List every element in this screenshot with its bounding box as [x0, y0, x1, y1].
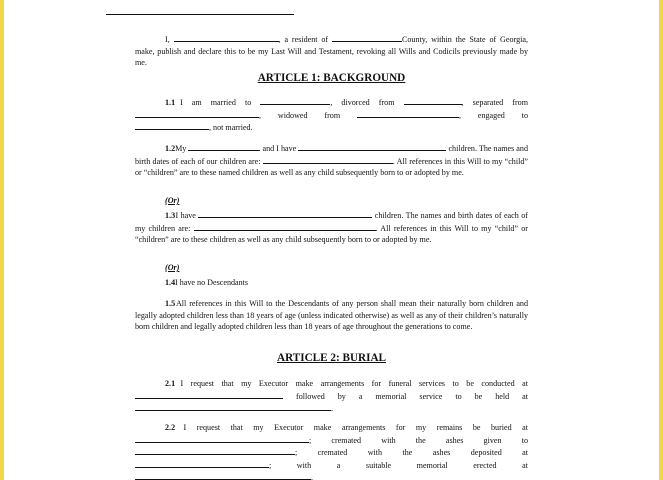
intro-text-1: I,	[165, 35, 170, 44]
ashes-deposited-blank[interactable]	[135, 459, 269, 468]
s1-3-text-1: I have	[175, 211, 196, 220]
section-2-2: 2.2 I request that my Executor make arrangements for my remains be buried at ; cremated with the ashes given to ; cremated with the ashes deposited at ; with a suitable memorial erected at .	[135, 422, 528, 480]
section-1-3	[135, 209, 528, 246]
children-count-blank[interactable]	[198, 209, 372, 218]
child-count-blank[interactable]	[298, 142, 446, 151]
widowed-from-blank[interactable]	[357, 109, 459, 118]
name-blank[interactable]	[174, 33, 279, 42]
section-number: 1.1	[165, 98, 176, 107]
section-number: 1.4	[165, 278, 176, 287]
spouse-blank[interactable]	[188, 142, 260, 151]
section-1-4	[135, 277, 528, 289]
s1-5-text: All references in this Will to the Descendants of any person shall mean their naturally born children and legally adopted children less than 18 years of age (unless indicated otherwise) as well as any of their children’s naturally born children and legally adopted children less than 18 years of age throughout the generations to come.	[135, 299, 529, 332]
s1-2-text-4: The names and birth dates of each of our children are:	[135, 144, 528, 166]
burial-location-blank[interactable]	[135, 434, 309, 443]
s2-2-text-1: I request that my Executor make arrangements for my remains be buried at	[183, 423, 528, 432]
s1-3-text-3: . All references in this Will to my “child” or “children” are to these children as well as any child subsequently born to or adopted by me.	[135, 223, 528, 245]
section-1-5	[135, 298, 528, 333]
top-rule	[106, 14, 294, 15]
s1-1-text-2: , divorced from	[330, 98, 395, 107]
s1-3-text-2: children. The names and birth dates of each of my children are:	[135, 211, 528, 233]
children-list-blank[interactable]	[194, 222, 376, 231]
intro-text-2: , a resident of	[278, 35, 329, 44]
section-number: 1.3	[165, 211, 176, 220]
section-1-2	[135, 142, 528, 179]
s2-1-text-1: I request that my Executor make arrangements for funeral services to be conducted at	[180, 379, 528, 388]
s1-1-text-1: I am married to	[180, 98, 252, 107]
s2-2-text-3: ; cremated with the ashes deposited at	[295, 448, 528, 458]
article-1-heading: ARTICLE 1: BACKGROUND	[257, 72, 406, 84]
section-number: 1.5	[165, 299, 176, 308]
s1-2-text-2: and I have	[262, 144, 297, 153]
s2-2-text-4: ; with a suitable memorial erected at	[269, 460, 528, 470]
separated-from-blank[interactable]	[135, 109, 259, 118]
county-blank[interactable]	[332, 33, 402, 42]
intro-text-3: County, within the State of Georgia, make, publish and declare this to be my Last Will and Testament, revoking all Wills and Codicils previously made by me.	[135, 35, 528, 68]
married-to-blank[interactable]	[260, 96, 330, 105]
s1-1-text-5: , engaged to	[459, 110, 528, 120]
intro-paragraph	[135, 33, 528, 69]
children-names-blank[interactable]	[263, 155, 393, 164]
section-number: 2.2	[165, 423, 176, 432]
s1-1-text-3: , separated from	[461, 98, 528, 107]
funeral-location-blank[interactable]	[135, 390, 283, 399]
engaged-to-blank[interactable]	[135, 121, 209, 130]
or-label-1: (Or)	[165, 196, 180, 205]
section-1-1	[135, 96, 528, 134]
s1-1-text-6: , not married.	[209, 123, 253, 133]
s1-1-text-4: , widowed from	[259, 110, 341, 120]
s1-2-text-1: My	[175, 144, 187, 153]
s2-2-text-2: ; cremated with the ashes given to	[309, 435, 528, 445]
document-page	[4, 0, 659, 480]
section-2-1: 2.1 I request that my Executor make arrangements for funeral services to be conducted at followed by a memorial service to be held at .	[135, 378, 528, 415]
or-label-2: (Or)	[165, 263, 180, 272]
s1-2-text-5: . All references in this Will to my “child” or “children” are to these named children as well as any child subsequently born to or adopted by me.	[135, 156, 528, 178]
s1-2-text-3: children.	[448, 144, 477, 153]
s1-4-text: I have no Descendants	[175, 278, 249, 287]
divorced-from-blank[interactable]	[404, 96, 462, 105]
section-number: 2.1	[165, 379, 176, 388]
s2-1-text-2: followed by a memorial service to be held at	[296, 391, 528, 401]
article-2-heading: ARTICLE 2: BURIAL	[276, 352, 386, 364]
memorial-erected-blank[interactable]	[135, 471, 311, 480]
memorial-location-blank[interactable]	[135, 402, 331, 411]
ashes-given-blank[interactable]	[135, 446, 295, 455]
section-number: 1.2	[165, 144, 176, 153]
